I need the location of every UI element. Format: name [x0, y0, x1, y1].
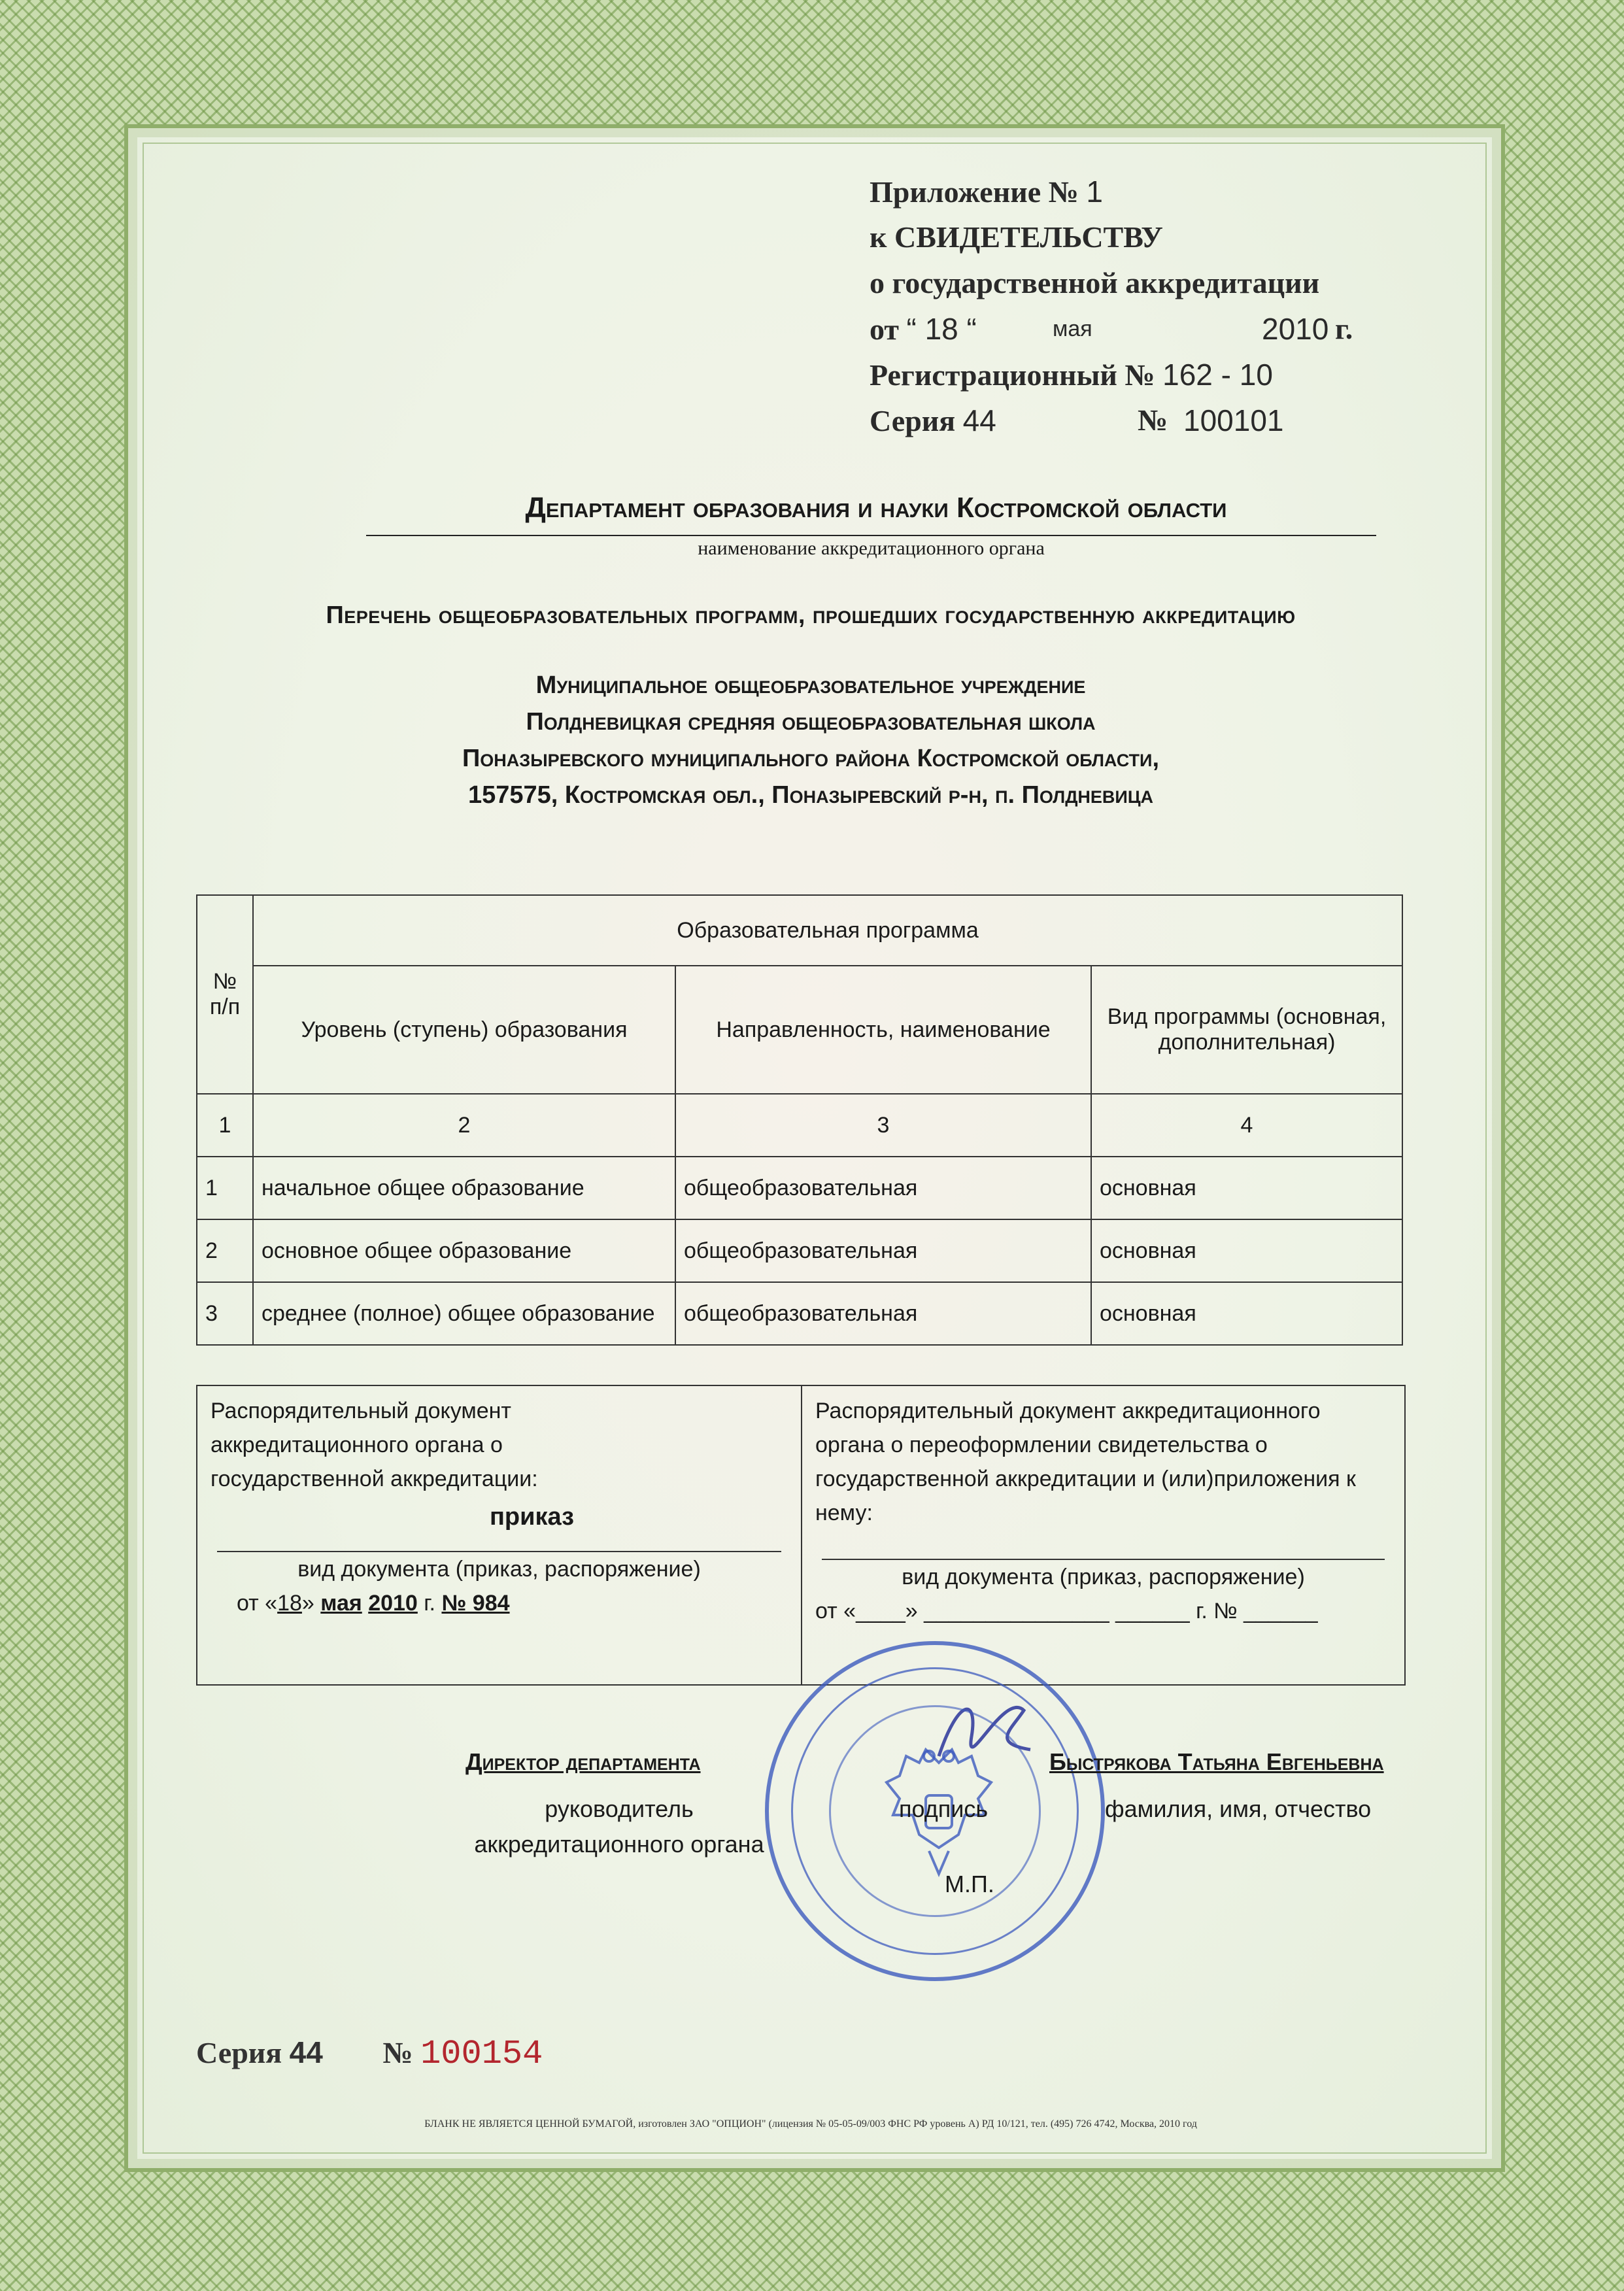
num-cell: 1 — [197, 1094, 253, 1157]
seal-place-label: М.П. — [945, 1871, 994, 1897]
about-accreditation: о государственной аккредитации — [870, 266, 1320, 299]
row-kind: основная — [1091, 1219, 1402, 1282]
orders-block — [196, 1385, 1406, 1686]
row-level: начальное общее образование — [253, 1157, 675, 1219]
col-level-header: Уровень (ступень) образования — [253, 966, 675, 1094]
department-name: Департамент образования и науки Костромской области — [525, 492, 1227, 524]
serial-number: 100154 — [420, 2035, 543, 2073]
order-left-quote: » — [301, 1591, 314, 1616]
order-right — [801, 1386, 1404, 1684]
row-no: 3 — [197, 1282, 253, 1345]
order-left-number: № 984 — [441, 1591, 510, 1616]
school-block — [248, 667, 1373, 813]
table-row — [197, 1282, 1402, 1345]
order-left-g: г. — [424, 1591, 435, 1616]
row-direction: общеобразовательная — [675, 1219, 1091, 1282]
date-year: 2010 — [1262, 312, 1329, 346]
series-label: Серия — [870, 404, 956, 437]
order-left-year: 2010 — [368, 1591, 418, 1616]
row-level: среднее (полное) общее образование — [253, 1282, 675, 1345]
serial-label: Серия — [196, 2036, 282, 2069]
date-month: мая — [1053, 316, 1092, 341]
serial-no-label: № — [382, 2036, 413, 2069]
row-kind: основная — [1091, 1282, 1402, 1345]
order-right-date: от «____» _______________ ______ г. № ______ — [815, 1599, 1318, 1623]
group-header: Образовательная программа — [253, 895, 1402, 966]
order-left-text: Распорядительный документ аккредитационного органа о государственной аккредитации: — [211, 1399, 538, 1491]
signature-caption: подпись — [899, 1795, 989, 1822]
appendix-header — [870, 169, 1353, 443]
registration-number: 162 - 10 — [1162, 358, 1273, 392]
row-no: 1 — [197, 1157, 253, 1219]
row-no: 2 — [197, 1219, 253, 1282]
number-label: № — [1138, 403, 1168, 437]
appendix-label: Приложение № — [870, 175, 1079, 209]
date-day: “ 18 “ — [906, 312, 977, 346]
position-caption-1: руководитель — [545, 1795, 694, 1822]
order-left-month: мая — [320, 1591, 362, 1616]
number-value: 100101 — [1183, 403, 1284, 437]
date-from: от — [870, 313, 899, 346]
order-right-text: Распорядительный документ аккредитационного органа о переоформлении свидетельства о государственной аккредитации и (или)приложения к нему: — [815, 1399, 1356, 1525]
programs-table — [196, 894, 1403, 1346]
school-line-3: Поназыревского муниципального района Костромской области, — [462, 745, 1160, 772]
appendix-number: 1 — [1086, 175, 1103, 209]
signatory-position: Директор департамента — [465, 1748, 701, 1775]
col-no-header: № п/п — [197, 895, 253, 1094]
to-certificate: к СВИДЕТЕЛЬСТВУ — [870, 220, 1163, 254]
order-left-doc: приказ — [489, 1503, 575, 1531]
order-right-caption: вид документа (приказ, распоряжение) — [902, 1565, 1305, 1589]
table-row — [197, 1157, 1402, 1219]
num-cell: 4 — [1091, 1094, 1402, 1157]
row-kind: основная — [1091, 1157, 1402, 1219]
order-left-date — [211, 1586, 788, 1620]
row-direction: общеобразовательная — [675, 1282, 1091, 1345]
num-cell: 2 — [253, 1094, 675, 1157]
position-caption — [465, 1791, 773, 1862]
school-line-1: Муниципальное общеобразовательное учреждение — [535, 671, 1086, 699]
registration-label: Регистрационный № — [870, 358, 1155, 392]
date-g: г. — [1335, 312, 1353, 345]
order-left-day: 18 — [277, 1591, 302, 1616]
col-direction-header: Направленность, наименование — [675, 966, 1091, 1094]
school-line-2: Полдневицкая средняя общеобразовательная школа — [526, 708, 1096, 736]
order-left-from: от « — [237, 1591, 278, 1616]
row-direction: общеобразовательная — [675, 1157, 1091, 1219]
signature-scribble-icon — [932, 1684, 1037, 1769]
position-caption-2: аккредитационного органа — [474, 1831, 764, 1858]
order-left — [197, 1386, 801, 1684]
order-left-caption: вид документа (приказ, распоряжение) — [297, 1557, 701, 1582]
list-title: Перечень общеобразовательных программ, прошедших государственную аккредитацию — [326, 602, 1296, 629]
row-level: основное общее образование — [253, 1219, 675, 1282]
school-line-4: 157575, Костромская обл., Поназыревский р-н, п. Полдневица — [467, 781, 1154, 809]
serial-series: 44 — [289, 2035, 323, 2069]
table-row — [197, 1219, 1402, 1282]
name-caption: фамилия, имя, отчество — [1105, 1795, 1372, 1822]
signatory-name: Быстрякова Татьяна Евгеньевна — [1049, 1748, 1384, 1775]
form-serial — [196, 2035, 543, 2073]
series-value: 44 — [962, 403, 996, 437]
department-caption: наименование аккредитационного органа — [698, 537, 1045, 559]
footer-note: БЛАНК НЕ ЯВЛЯЕТСЯ ЦЕННОЙ БУМАГОЙ, изготовлен ЗАО "ОПЦИОН" (лицензия № 05-05-09/003 ФНС РФ уровень А) РД 10/121, тел. (495) 726 4742, Москва, 2010 год — [424, 2118, 1197, 2130]
department-underline — [366, 535, 1376, 536]
num-cell: 3 — [675, 1094, 1091, 1157]
col-kind-header: Вид программы (основная, дополнительная) — [1091, 966, 1402, 1094]
